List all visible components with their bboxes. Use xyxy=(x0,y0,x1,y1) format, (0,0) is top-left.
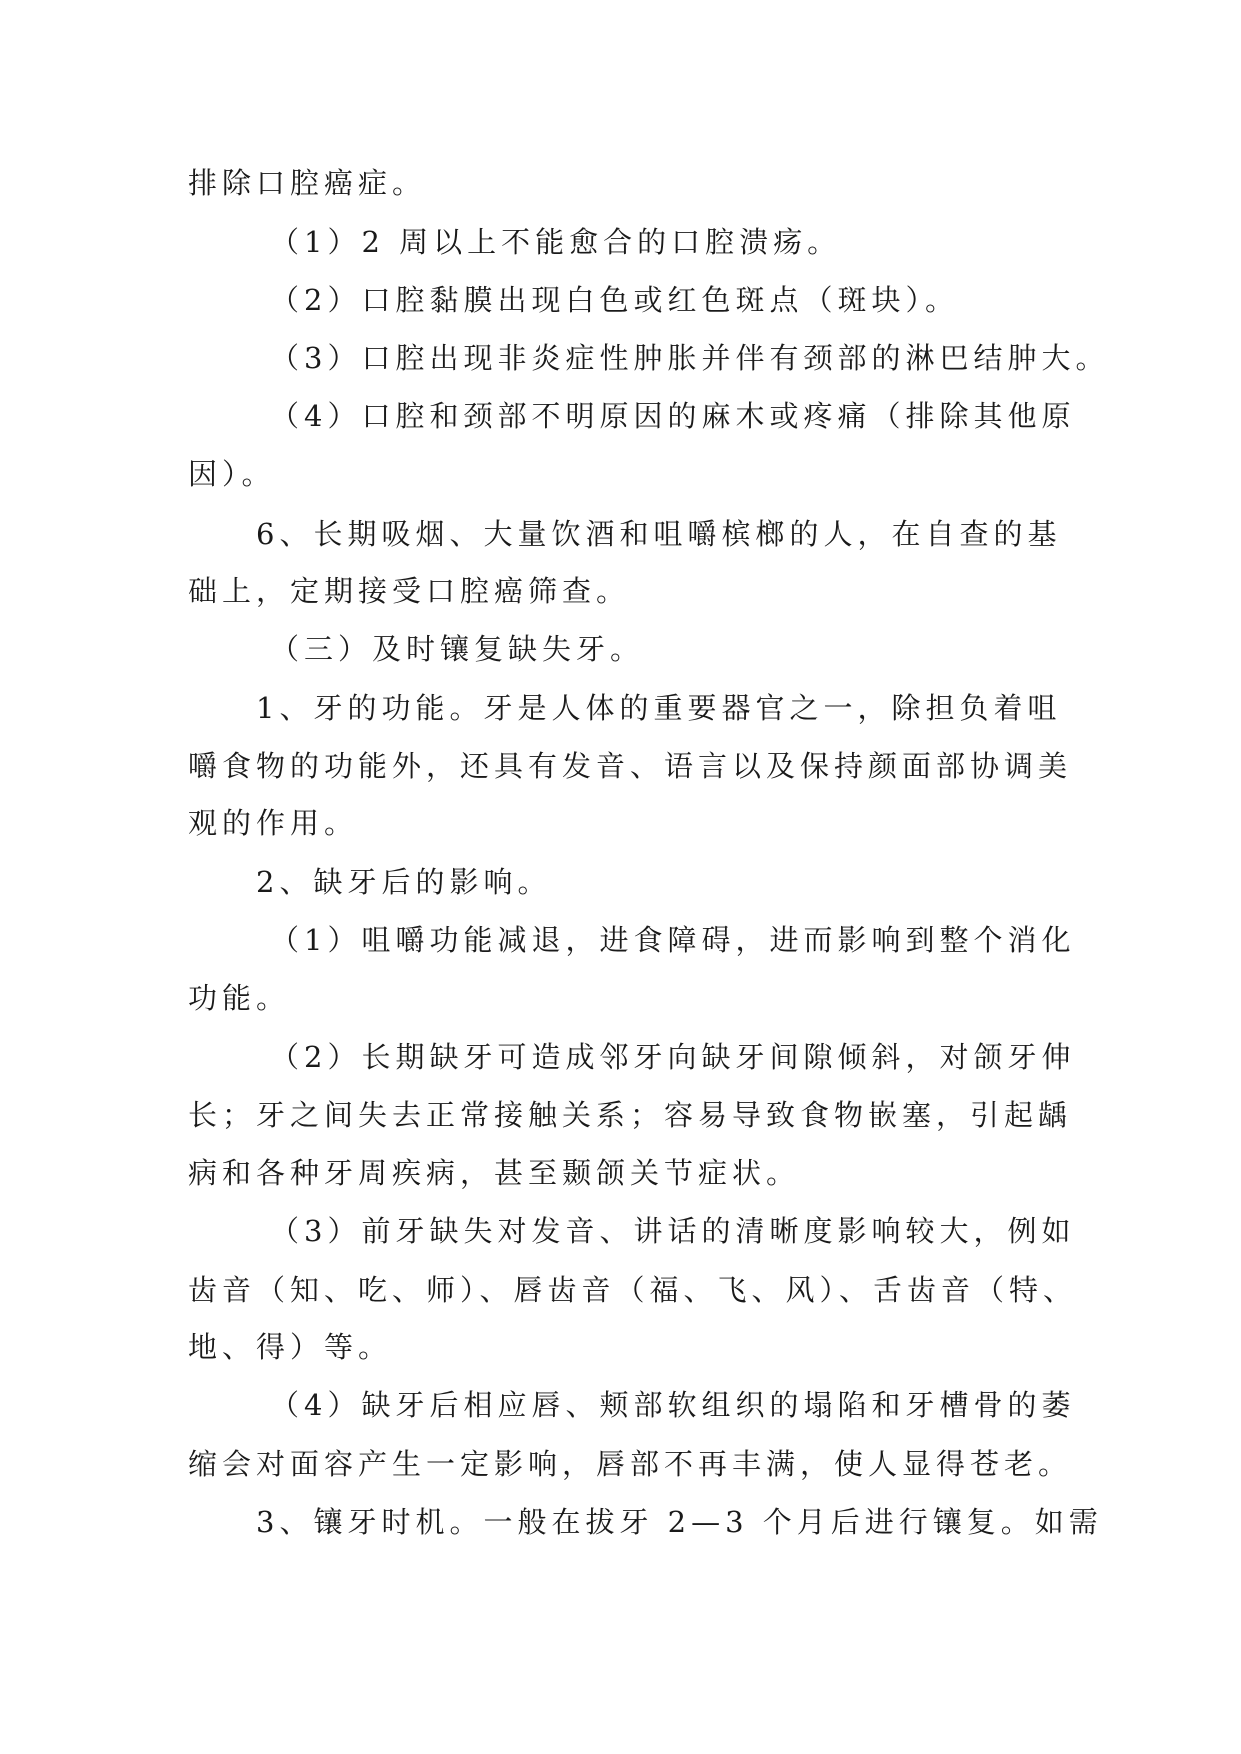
text-line: 齿音（知、吃、师）、唇齿音（福、飞、风）、舌齿音（特、 xyxy=(188,1273,1078,1307)
text-line: （3）前牙缺失对发音、讲话的清晰度影响较大，例如 xyxy=(270,1214,1076,1248)
text-line: （3）口腔出现非炎症性肿胀并伴有颈部的淋巴结肿大。 xyxy=(270,341,1110,375)
text-line: 功能。 xyxy=(188,981,291,1015)
text-line: 3、镶牙时机。一般在拔牙 2—3 个月后进行镶复。如需 xyxy=(256,1505,1103,1539)
text-line: 观的作用。 xyxy=(188,806,359,840)
text-line: 6、长期吸烟、大量饮酒和咀嚼槟榔的人，在自查的基 xyxy=(256,517,1062,551)
text-line: 缩会对面容产生一定影响，唇部不再丰满，使人显得苍老。 xyxy=(188,1447,1073,1481)
text-line: （1）2 周以上不能愈合的口腔溃疡。 xyxy=(270,225,842,259)
text-line: 病和各种牙周疾病，甚至颞颌关节症状。 xyxy=(188,1156,801,1190)
text-line: 排除口腔癌症。 xyxy=(188,166,427,200)
text-line: 因）。 xyxy=(188,457,276,491)
text-line: 嚼食物的功能外，还具有发音、语言以及保持颜面部协调美 xyxy=(188,749,1073,783)
text-line: （1）咀嚼功能减退，进食障碍，进而影响到整个消化 xyxy=(270,923,1076,957)
text-line: （三）及时镶复缺失牙。 xyxy=(270,632,645,666)
text-line: 2、缺牙后的影响。 xyxy=(256,865,552,899)
text-line: （4）缺牙后相应唇、颊部软组织的塌陷和牙槽骨的萎 xyxy=(270,1388,1076,1422)
text-line: 础上，定期接受口腔癌筛查。 xyxy=(188,574,631,608)
text-line: （2）长期缺牙可造成邻牙向缺牙间隙倾斜，对颌牙伸 xyxy=(270,1040,1076,1074)
text-line: 长；牙之间失去正常接触关系；容易导致食物嵌塞，引起龋 xyxy=(188,1098,1073,1132)
text-line: （4）口腔和颈部不明原因的麻木或疼痛（排除其他原 xyxy=(270,399,1076,433)
text-line: 地、得）等。 xyxy=(188,1330,393,1364)
text-line: （2）口腔黏膜出现白色或红色斑点（斑块）。 xyxy=(270,283,959,317)
text-line: 1、牙的功能。牙是人体的重要器官之一，除担负着咀 xyxy=(256,691,1062,725)
